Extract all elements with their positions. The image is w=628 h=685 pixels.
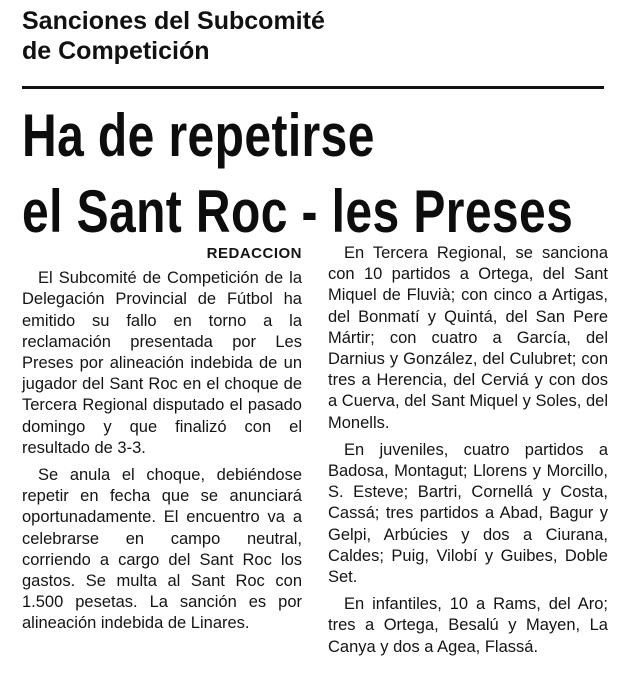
headline-line-2: el Sant Roc - les Preses: [22, 178, 574, 245]
paragraph: En infantiles, 10 a Rams, del Aro; tres a Ortega, Besalú y Mayen, La Canya y dos a Agea, Flassá.: [328, 595, 608, 656]
paragraph: Se anula el choque, debiéndose repetir en fecha que se anunciará oportunadamente. El encuentro va a celebrarse en campo neutral, corriendo a cargo del Sant Roc los gastos. Se multa al Sant Roc con 1.500 pesetas. La sanción es por alineación indebida de Linares.: [22, 466, 302, 633]
kicker-rule: [22, 86, 604, 89]
headline-line-1: Ha de repetirse: [22, 102, 375, 169]
paragraph: El Subcomité de Competición de la Delegación Provincial de Fútbol ha emitido su fallo en torno a la reclamación presentada por Les Preses por alineación indebida de un jugador del Sant Roc en el choque de Tercera Regional disputado el pasado domingo y que finalizó con el resultado de 3-3.: [22, 269, 302, 457]
section-kicker: [22, 6, 612, 66]
kicker-line-1: Sanciones del Subcomité: [22, 7, 325, 35]
byline: REDACCION: [206, 245, 302, 262]
article-column-right: [328, 243, 608, 664]
headline: [22, 98, 574, 250]
paragraph: En juveniles, cuatro partidos a Badosa, Montagut; Llorens y Morcillo, S. Esteve; Bartri, Cornellá y Costa, Cassá; tres partidos a Abad, Bagur y Gelpi, Arbúcies y dos a Ciurana, Caldes; Puig, Vilobí y Guibes, Doble Set.: [328, 440, 608, 587]
article-column-left: [22, 243, 302, 641]
kicker-line-2: de Competición: [22, 37, 210, 65]
paragraph: En Tercera Regional, se sanciona con 10 partidos a Ortega, del Sant Miquel de Fluvià; con cinco a Artigas, del Bonmatí y Quintá, del San Pere Mártir; con cuatro a García, del Darnius y González, del Culubret; con tres a Herencia, del Cerviá y con dos a Cuerva, del Sant Miquel y Soles, del Monells.: [328, 244, 608, 432]
